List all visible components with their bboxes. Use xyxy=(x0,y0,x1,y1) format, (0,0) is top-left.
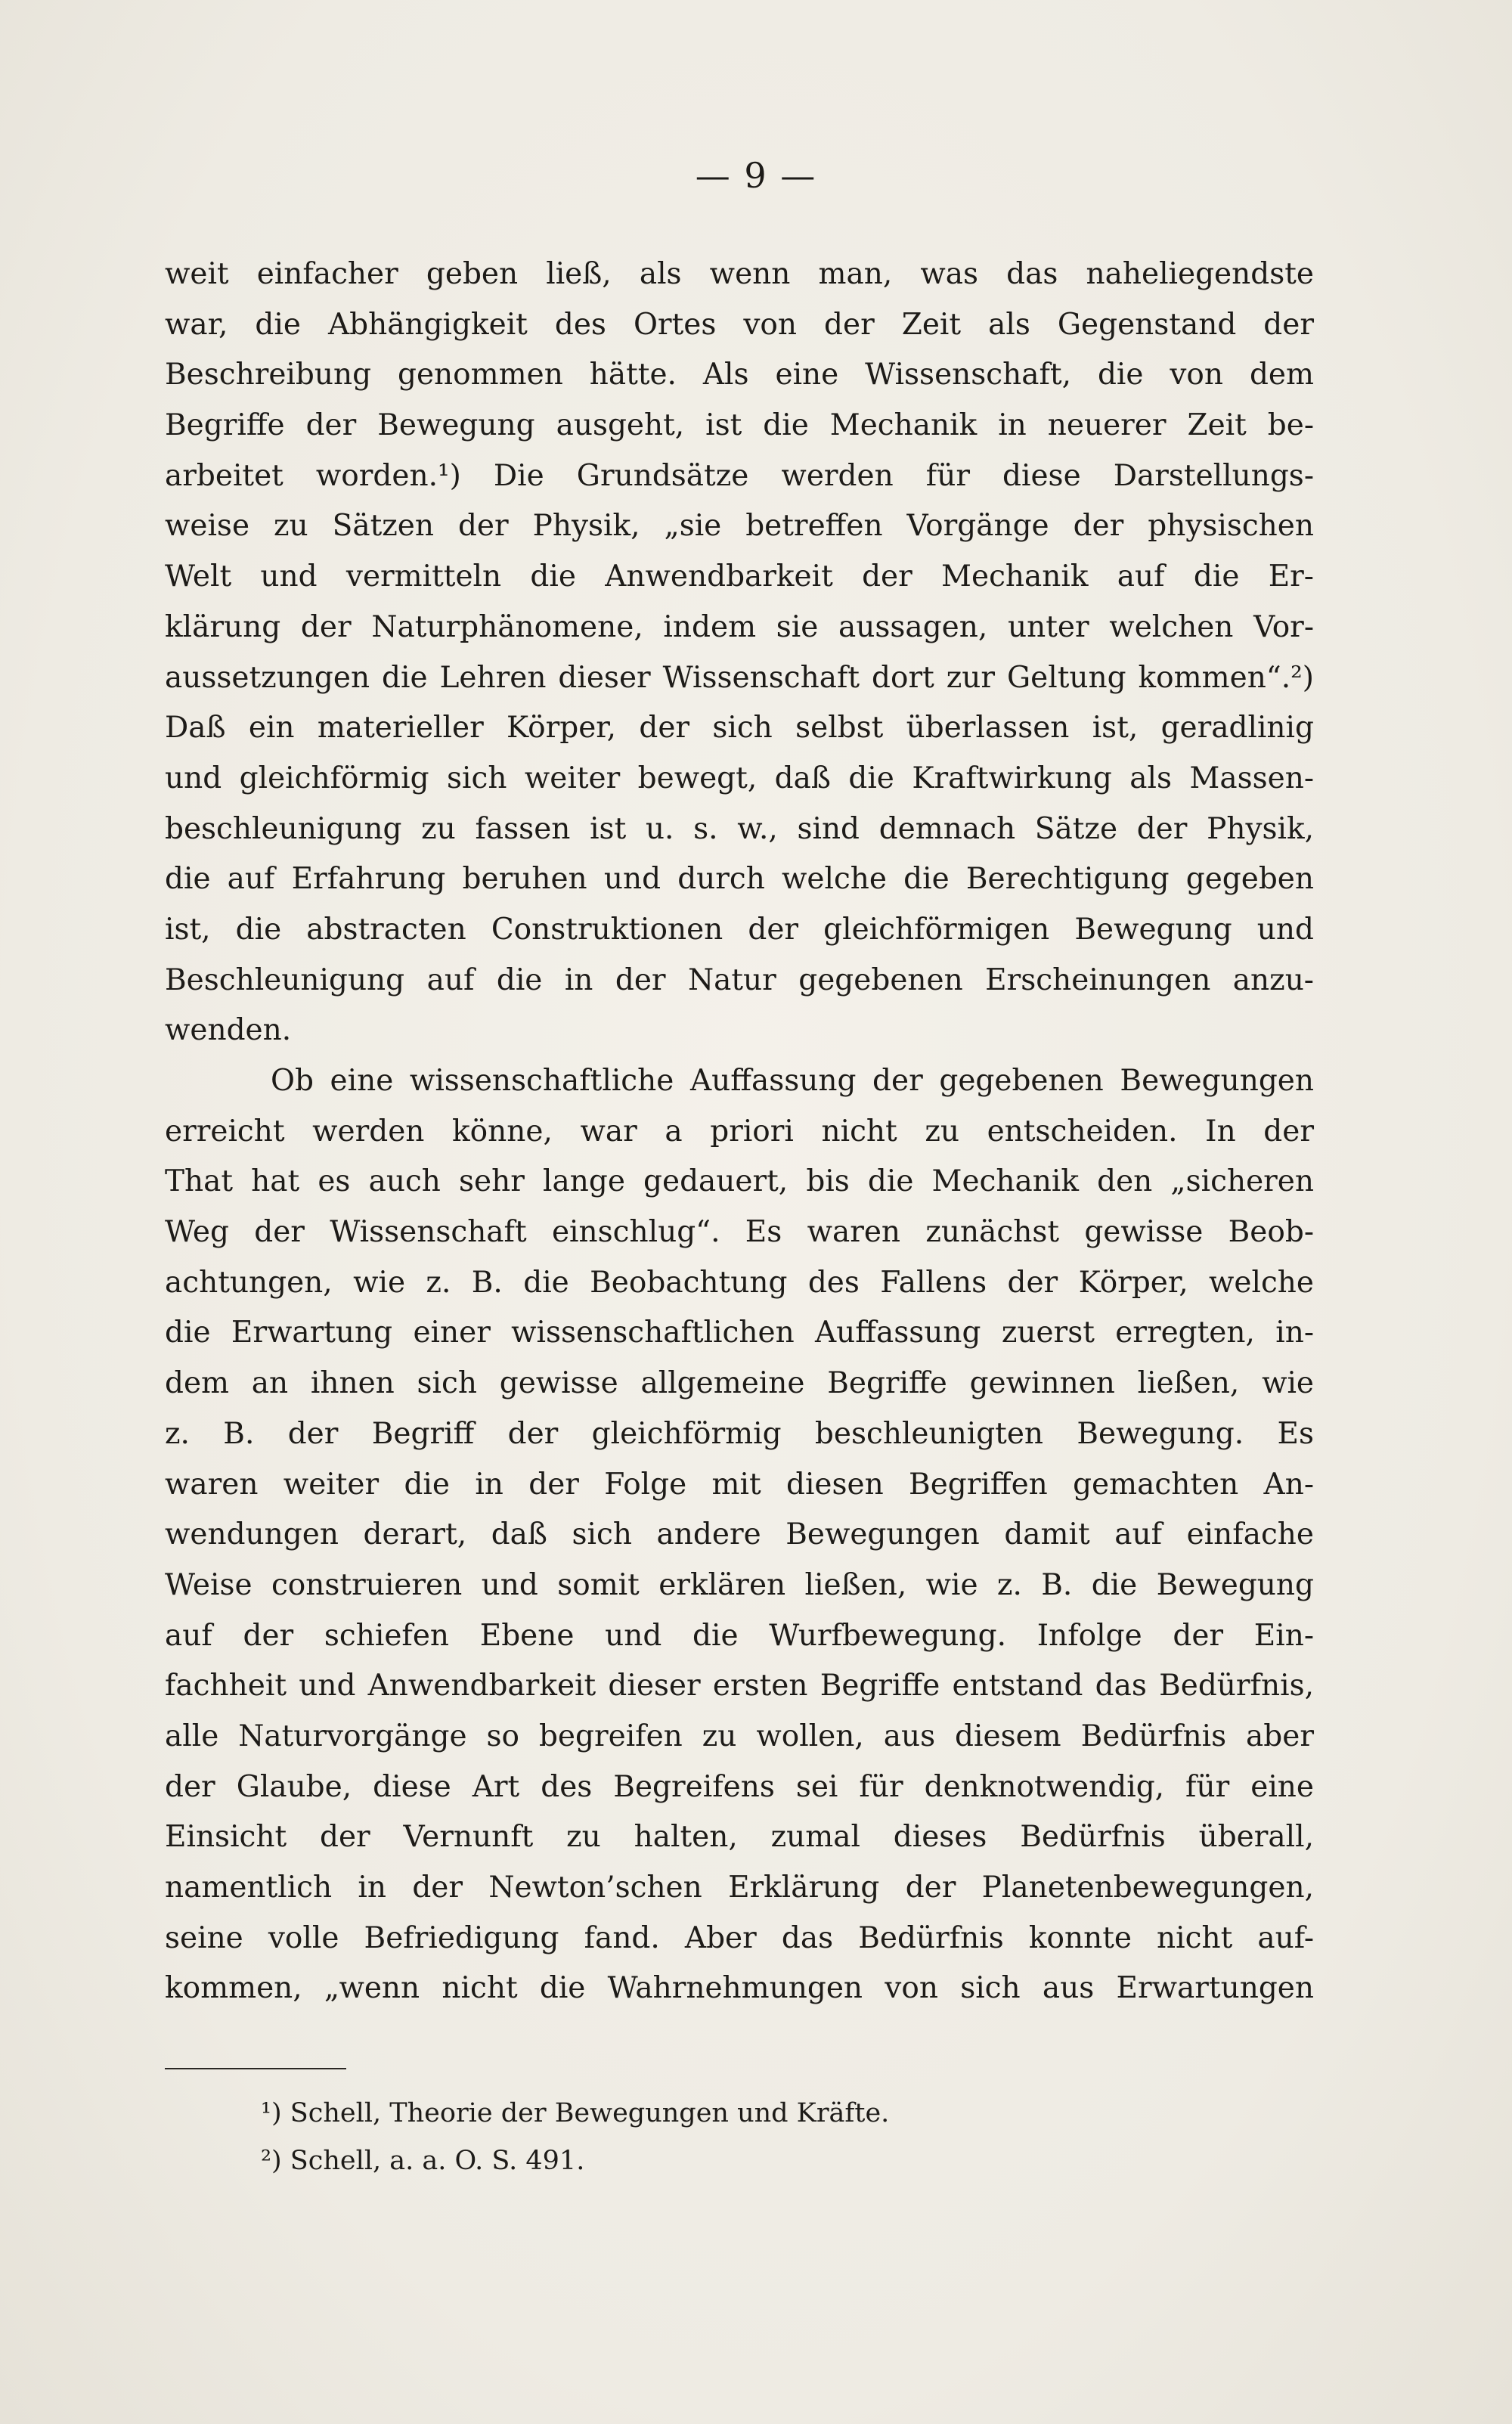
text-line: fachheit und Anwendbarkeit dieser ersten Begriffe entstand das Bedürfnis, xyxy=(165,1669,1314,1703)
text-line: Beschreibung genommen hätte. Als eine Wissenschaft, die von dem xyxy=(165,358,1314,392)
text-line: seine volle Befriedigung fand. Aber das Bedürfnis konnte nicht auf- xyxy=(165,1920,1314,1955)
text-line: auf der schiefen Ebene und die Wurfbewegung. Infolge der Ein- xyxy=(165,1618,1314,1653)
text-line: Ob eine wissenschaftliche Auffassung der gegebenen Bewegungen xyxy=(271,1064,1314,1098)
text-line: die Erwartung einer wissenschaftlichen Auffassung zuerst erregten, in- xyxy=(165,1316,1314,1350)
text-line: waren weiter die in der Folge mit diesen Begriffen gemachten An- xyxy=(165,1467,1314,1502)
text-line: Einsicht der Vernunft zu halten, zumal dieses Bedürfnis überall, xyxy=(165,1820,1314,1855)
text-line: z. B. der Begriff der gleichförmig beschleunigten Bewegung. Es xyxy=(165,1416,1314,1451)
text-line: wenden. xyxy=(165,1013,292,1048)
footnote-divider xyxy=(165,2068,346,2069)
text-line: kommen, „wenn nicht die Wahrnehmungen von sich aus Erwartungen xyxy=(165,1971,1314,2006)
text-line: wendungen derart, daß sich andere Bewegungen damit auf einfache xyxy=(165,1517,1314,1552)
text-line: Weg der Wissenschaft einschlug“. Es waren zunächst gewisse Beob- xyxy=(165,1215,1314,1250)
text-line: die auf Erfahrung beruhen und durch welche die Berechtigung gegeben xyxy=(165,862,1314,897)
text-line: klärung der Naturphänomene, indem sie aussagen, unter welchen Vor- xyxy=(165,609,1314,644)
text-line: Begriffe der Bewegung ausgeht, ist die Mechanik in neuerer Zeit be- xyxy=(165,408,1314,443)
text-line: namentlich in der Newton’schen Erklärung der Planetenbewegungen, xyxy=(165,1871,1314,1905)
footnote-1: ¹) Schell, Theorie der Bewegungen und Kräfte. xyxy=(261,2098,890,2128)
text-line: Beschleunigung auf die in der Natur gegebenen Erscheinungen anzu- xyxy=(165,962,1314,997)
page-number-header: — 9 — xyxy=(695,155,817,196)
body-text xyxy=(165,250,1314,2014)
text-line: ist, die abstracten Construktionen der gleichförmigen Bewegung und xyxy=(165,912,1314,947)
text-line: Weise construieren und somit erklären ließen, wie z. B. die Bewegung xyxy=(165,1567,1314,1602)
text-line: beschleunigung zu fassen ist u. s. w., sind demnach Sätze der Physik, xyxy=(165,811,1314,846)
footnotes xyxy=(261,2090,1244,2185)
text-line: der Glaube, diese Art des Begreifens sei für denknotwendig, für eine xyxy=(165,1769,1314,1804)
text-line: alle Naturvorgänge so begreifen zu wollen, aus diesem Bedürfnis aber xyxy=(165,1719,1314,1753)
text-line: weise zu Sätzen der Physik, „sie betreffen Vorgänge der physischen xyxy=(165,509,1314,544)
text-line: erreicht werden könne, war a priori nicht zu entscheiden. In der xyxy=(165,1114,1314,1148)
text-line: aussetzungen die Lehren dieser Wissenschaft dort zur Geltung kommen“.²) xyxy=(165,660,1314,695)
text-line: That hat es auch sehr lange gedauert, bis die Mechanik den „sicheren xyxy=(165,1164,1314,1199)
text-line: dem an ihnen sich gewisse allgemeine Begriffe gewinnen ließen, wie xyxy=(165,1366,1314,1401)
footnote-2: ²) Schell, a. a. O. S. 491. xyxy=(261,2146,585,2176)
text-line: war, die Abhängigkeit des Ortes von der Zeit als Gegenstand der xyxy=(165,307,1314,342)
text-line: weit einfacher geben ließ, als wenn man, was das naheliegendste xyxy=(165,257,1314,291)
text-line: und gleichförmig sich weiter bewegt, daß die Kraftwirkung als Massen- xyxy=(165,761,1314,795)
text-line: achtungen, wie z. B. die Beobachtung des Fallens der Körper, welche xyxy=(165,1265,1314,1300)
text-line: Daß ein materieller Körper, der sich selbst überlassen ist, geradlinig xyxy=(165,711,1314,745)
text-line: arbeitet worden.¹) Die Grundsätze werden für diese Darstellungs- xyxy=(165,458,1314,493)
text-line: Welt und vermitteln die Anwendbarkeit der Mechanik auf die Er- xyxy=(165,560,1314,594)
